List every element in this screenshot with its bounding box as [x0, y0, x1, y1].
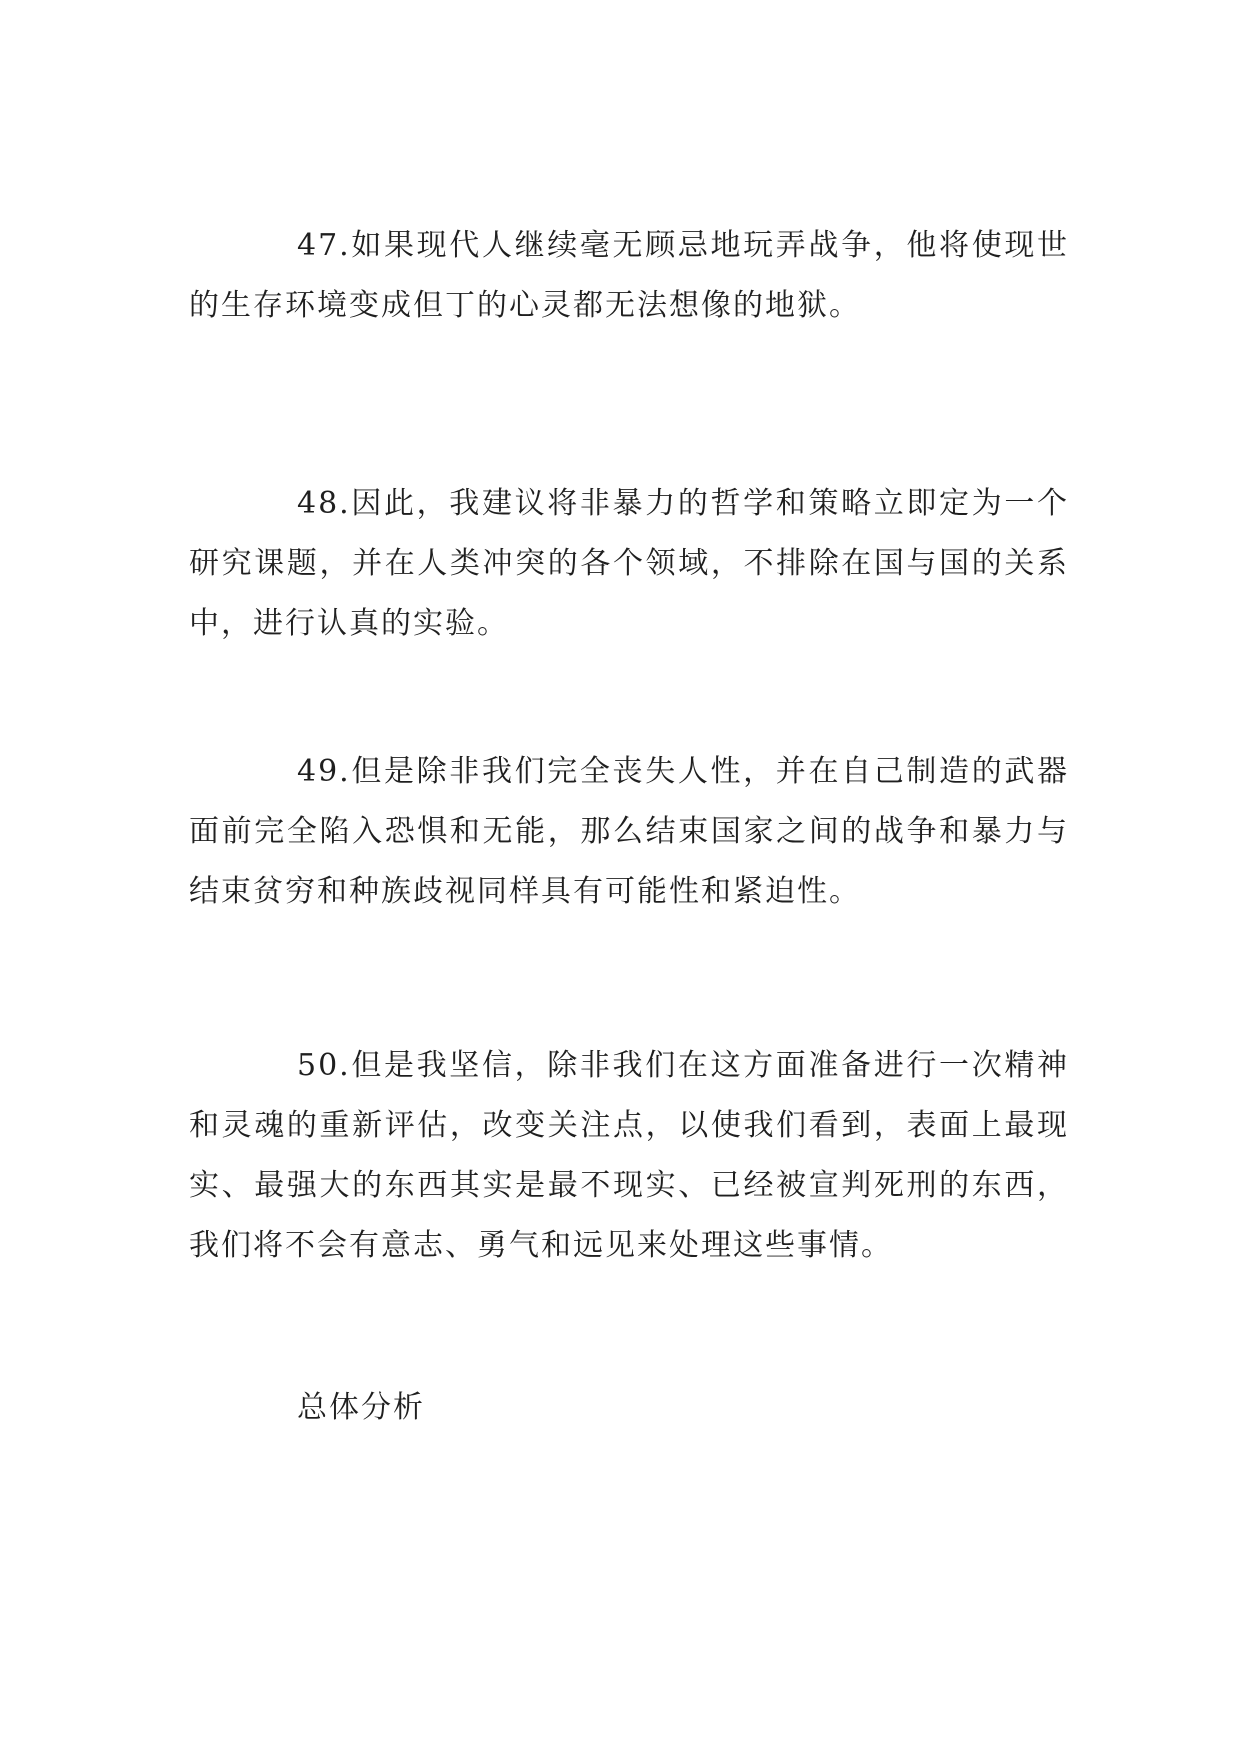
section-heading: 总体分析 [297, 1390, 425, 1425]
paragraph-50: 50.但是我坚信，除非我们在这方面准备进行一次精神和灵魂的重新评估，改变关注点，以使我们看到，表面上最现实、最强大的东西其实是最不现实、已经被宣判死刑的东西，我们将不会有意志、勇气和远见来处理这些事情。 [189, 1048, 1069, 1263]
paragraph-48: 48.因此，我建议将非暴力的哲学和策略立即定为一个研究课题，并在人类冲突的各个领域，不排除在国与国的关系中，进行认真的实验。 [189, 486, 1069, 641]
paragraph-47: 47.如果现代人继续毫无顾忌地玩弄战争，他将使现世的生存环境变成但丁的心灵都无法想像的地狱。 [189, 228, 1069, 323]
paragraph-49: 49.但是除非我们完全丧失人性，并在自己制造的武器面前完全陷入恐惧和无能，那么结束国家之间的战争和暴力与结束贫穷和种族歧视同样具有可能性和紧迫性。 [189, 754, 1069, 909]
